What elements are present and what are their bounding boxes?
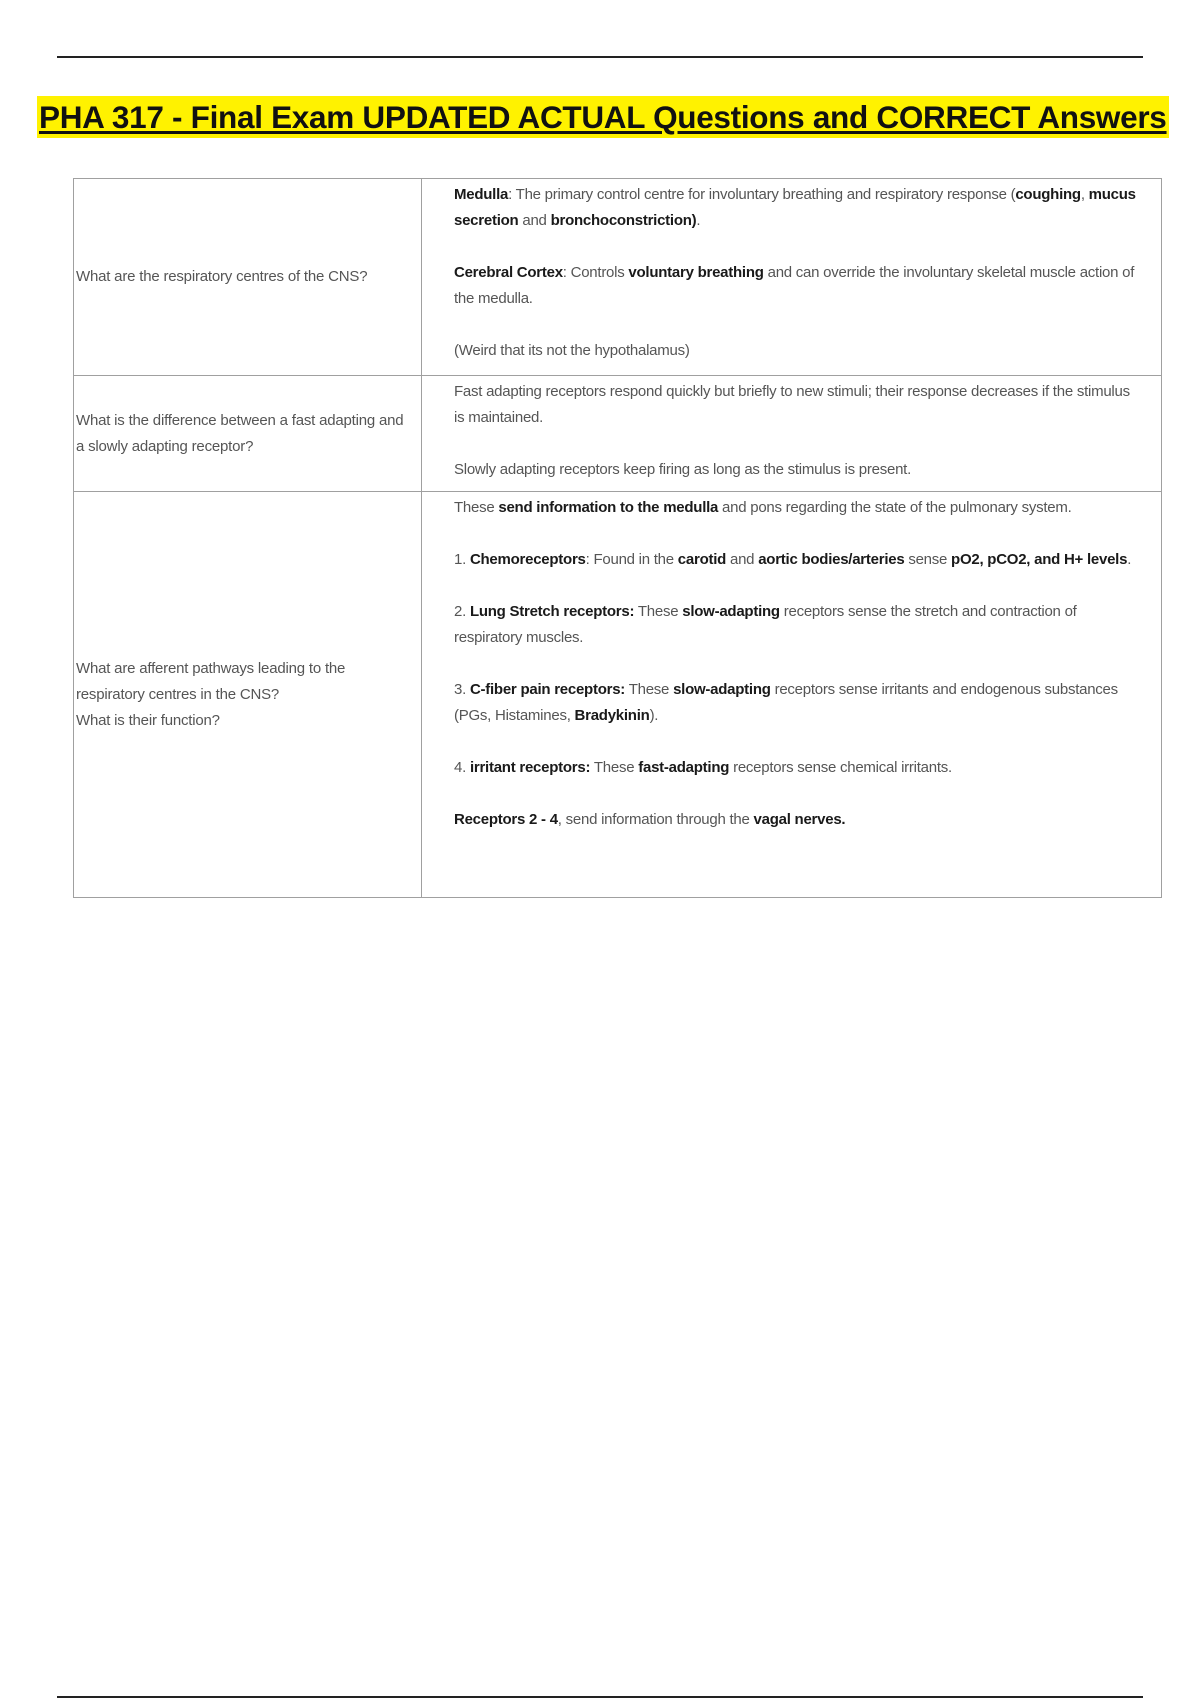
answer-cell	[422, 376, 1162, 492]
answer-paragraph: 3. C-fiber pain receptors: These slow-adapting receptors sense irritants and endogenous substances (PGs, Histamines, Bradykinin).	[454, 681, 1118, 724]
question-cell: What is the difference between a fast adapting and a slowly adapting receptor?	[74, 376, 422, 492]
question-line: What are afferent pathways leading to the respiratory centres in the CNS?	[76, 659, 346, 703]
question-line: What is their function?	[76, 711, 220, 729]
qa-table	[73, 178, 1162, 898]
answer-paragraph: Fast adapting receptors respond quickly but briefly to new stimuli; their response decreases if the stimulus is maintained.	[454, 383, 1130, 426]
answer-cell	[422, 179, 1162, 376]
answer-paragraph: Medulla: The primary control centre for involuntary breathing and respiratory response (coughing, mucus secretion and bronchoconstriction).	[454, 186, 1136, 229]
answer-cell	[422, 492, 1162, 898]
question-cell	[74, 492, 422, 898]
table-row	[74, 376, 1162, 492]
answer-paragraph: Slowly adapting receptors keep firing as long as the stimulus is present.	[454, 461, 911, 478]
table-row	[74, 492, 1162, 898]
answer-paragraph: 4. irritant receptors: These fast-adapting receptors sense chemical irritants.	[454, 759, 952, 776]
bottom-rule	[57, 1696, 1143, 1698]
answer-paragraph: (Weird that its not the hypothalamus)	[454, 342, 690, 359]
top-rule	[57, 56, 1143, 58]
answer-paragraph: 1. Chemoreceptors: Found in the carotid and aortic bodies/arteries sense pO2, pCO2, and H+ levels.	[454, 551, 1132, 568]
document-title: PHA 317 - Final Exam UPDATED ACTUAL Questions and CORRECT Answers	[37, 96, 1169, 138]
answer-paragraph: 2. Lung Stretch receptors: These slow-adapting receptors sense the stretch and contraction of respiratory muscles.	[454, 603, 1077, 646]
question-cell: What are the respiratory centres of the CNS?	[74, 179, 422, 376]
answer-paragraph: These send information to the medulla and pons regarding the state of the pulmonary system.	[454, 499, 1072, 516]
table-row	[74, 179, 1162, 376]
answer-paragraph: Cerebral Cortex: Controls voluntary breathing and can override the involuntary skeletal muscle action of the medulla.	[454, 264, 1135, 307]
answer-paragraph: Receptors 2 - 4, send information through the vagal nerves.	[454, 811, 846, 828]
